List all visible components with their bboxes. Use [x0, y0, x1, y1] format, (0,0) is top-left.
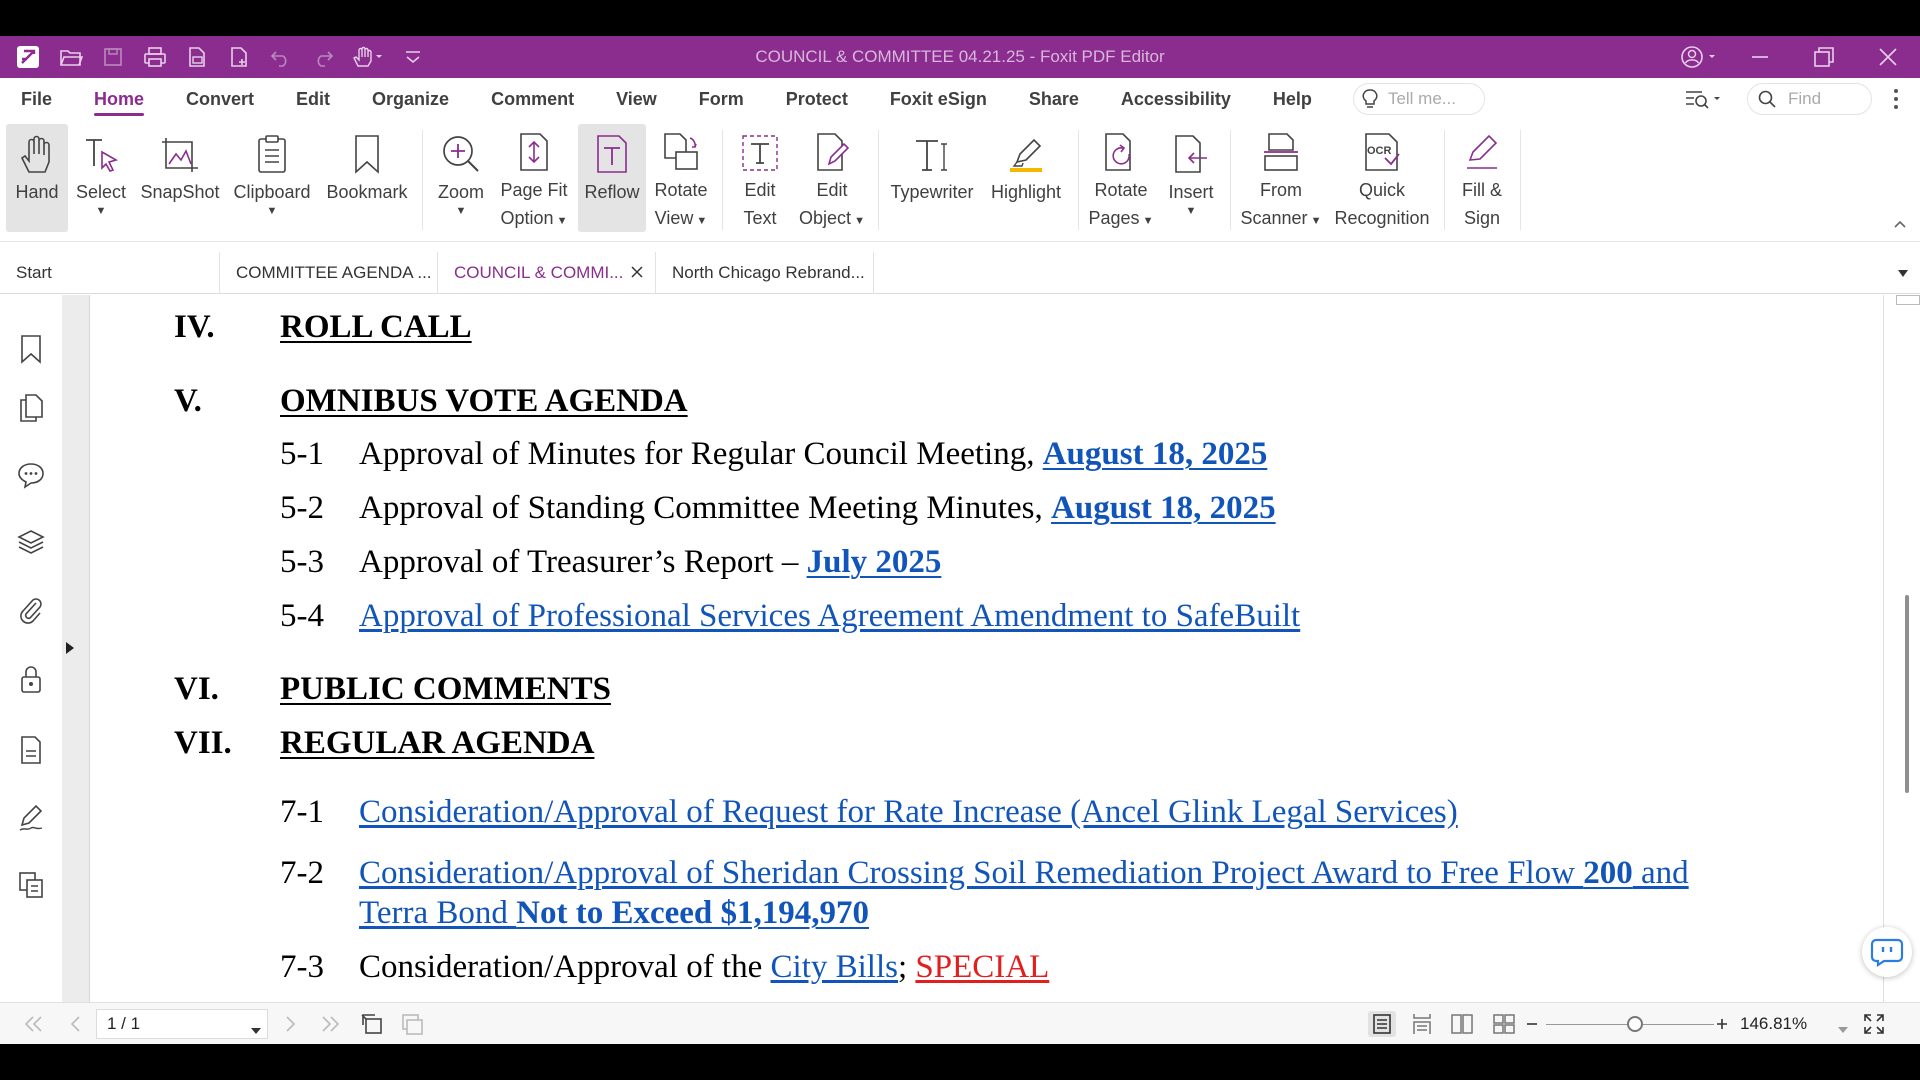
ribbon-separator — [1520, 130, 1521, 230]
insert-button[interactable]: Insert ▼ — [1160, 124, 1222, 232]
tab-council-committee[interactable]: COUNCIL & COMMI... — [440, 252, 656, 294]
typewriter-button[interactable]: Typewriter — [886, 124, 978, 232]
rotate-pages-button[interactable]: Rotate Pages ▼ — [1086, 124, 1156, 232]
content-panel-icon[interactable] — [13, 732, 49, 768]
highlight-button[interactable]: Highlight — [984, 124, 1068, 232]
menu-convert[interactable]: Convert — [186, 88, 255, 109]
window-title: COUNCIL & COMMITTEE 04.21.25 - Foxit PDF Editor — [755, 47, 1165, 66]
zoom-level-input[interactable]: 146.81% — [1736, 1009, 1848, 1039]
screen-top-border — [0, 0, 1920, 36]
sheridan-crossing-link-amount[interactable]: 200 — [1583, 855, 1633, 891]
zoom-in-icon[interactable] — [1710, 1011, 1734, 1037]
tab-start[interactable]: Start — [4, 252, 220, 294]
menu-home[interactable]: Home — [73, 78, 165, 120]
agenda-item-7-3: Consideration/Approval of the City Bills; SPECIAL — [359, 949, 1050, 985]
layers-panel-icon[interactable] — [13, 524, 49, 560]
agenda-item-7-2-line2 — [359, 895, 869, 932]
svg-text:OCR: OCR — [1367, 145, 1392, 157]
next-view-icon[interactable] — [400, 1013, 424, 1035]
edit-text-button[interactable]: Edit Text — [730, 124, 790, 232]
menu-edit[interactable]: Edit — [296, 88, 331, 109]
create-pdf-icon[interactable] — [176, 36, 218, 78]
scrollbar-top-box[interactable] — [1896, 295, 1920, 305]
tab-committee-agenda[interactable]: COMMITTEE AGENDA ... — [222, 252, 438, 294]
menu-accessibility[interactable]: Accessibility — [1120, 88, 1231, 109]
item-number: 7-1 — [280, 794, 324, 830]
document-view — [90, 295, 1883, 1002]
select-text-icon — [70, 124, 132, 178]
title-bar — [0, 36, 1920, 78]
close-window-icon[interactable] — [1856, 36, 1920, 78]
page-number-input[interactable]: 1 / 1 — [96, 1009, 268, 1039]
edit-object-button[interactable]: Edit Object ▼ — [794, 124, 870, 232]
section-number: IV. — [174, 309, 215, 345]
scanner-icon — [1238, 124, 1324, 176]
next-page-icon[interactable] — [278, 1013, 302, 1035]
not-to-exceed-link[interactable]: Not to Exceed $1,194,970 — [516, 895, 870, 931]
section-title-public-comments: PUBLIC COMMENTS — [280, 671, 611, 707]
ribbon-toolbar — [0, 120, 1920, 242]
navigation-sidebar — [0, 295, 62, 1002]
ribbon-separator — [878, 130, 879, 230]
page-dropdown-icon[interactable] — [251, 1020, 261, 1028]
print-icon[interactable] — [134, 36, 176, 78]
section-title-omnibus: OMNIBUS VOTE AGENDA — [280, 383, 688, 419]
bookmark-icon — [320, 124, 414, 178]
rotate-view-dropdown-caret[interactable]: ▼ — [693, 215, 708, 227]
special-link[interactable]: SPECIAL — [915, 949, 1050, 985]
bookmarks-panel-icon[interactable] — [13, 331, 49, 367]
from-scanner-button[interactable]: From Scanner ▼ — [1238, 124, 1324, 232]
select-tool-button[interactable]: Select ▼ — [70, 124, 132, 232]
previous-page-icon[interactable] — [64, 1013, 88, 1035]
agenda-item-5-1: Approval of Minutes for Regular Council Meeting, August 18, 2025 — [359, 436, 1268, 472]
zoom-dropdown-caret[interactable]: ▼ — [455, 205, 467, 217]
zoom-icon — [430, 124, 492, 178]
clipboard-dropdown-caret[interactable]: ▼ — [266, 205, 278, 217]
zoom-button[interactable]: Zoom ▼ — [430, 124, 492, 232]
fill-sign-button[interactable]: Fill & Sign — [1452, 124, 1512, 232]
terra-bond-link[interactable]: Terra Bond — [359, 895, 517, 931]
previous-view-icon[interactable] — [360, 1013, 384, 1035]
item-number: 5-3 — [280, 544, 324, 580]
lightbulb-icon — [1362, 89, 1378, 109]
ribbon-separator — [1230, 130, 1231, 230]
compare-panel-icon[interactable] — [13, 867, 49, 903]
committee-minutes-link[interactable]: August 18, 2025 — [1051, 490, 1276, 526]
agenda-item-7-2 — [359, 855, 1689, 892]
ocr-icon — [1330, 124, 1434, 176]
treasurer-report-link[interactable]: July 2025 — [806, 544, 942, 580]
menu-protect[interactable]: Protect — [785, 88, 848, 109]
find-input[interactable] — [1747, 83, 1872, 115]
minimize-icon[interactable] — [1728, 36, 1792, 78]
tab-north-chicago-rebrand[interactable]: North Chicago Rebrand... — [658, 252, 874, 294]
quick-recognition-button[interactable]: OCR Quick Recognition — [1330, 124, 1434, 232]
section-number: VII. — [174, 725, 232, 761]
menu-organize[interactable]: Organize — [372, 88, 450, 109]
sheridan-crossing-link-cont[interactable]: and — [1632, 855, 1689, 891]
tell-me-input[interactable] — [1353, 83, 1485, 115]
comments-panel-icon[interactable] — [13, 457, 49, 493]
edit-text-icon — [730, 124, 790, 176]
hand-tool-dropdown-icon[interactable] — [344, 36, 392, 78]
close-tab-icon[interactable] — [629, 264, 645, 280]
item-number: 7-3 — [280, 949, 324, 985]
fill-sign-icon — [1452, 124, 1512, 176]
expand-sidebar-icon[interactable] — [64, 640, 76, 656]
select-dropdown-caret[interactable]: ▼ — [95, 205, 107, 217]
sidebar-gutter — [62, 295, 90, 1002]
edit-object-dropdown-caret[interactable]: ▼ — [851, 215, 865, 227]
minutes-link[interactable]: August 18, 2025 — [1042, 436, 1268, 472]
item-number: 7-2 — [280, 855, 324, 891]
city-bills-link[interactable]: City Bills — [770, 949, 898, 985]
rotate-view-button[interactable]: Rotate View ▼ — [648, 124, 714, 232]
menu-bar — [0, 78, 1920, 120]
tab-list-dropdown-icon[interactable] — [1896, 266, 1910, 280]
rotate-pages-dropdown-caret[interactable]: ▼ — [1139, 215, 1154, 227]
window-controls — [1672, 36, 1920, 78]
zoom-slider-thumb[interactable] — [1627, 1016, 1643, 1032]
insert-dropdown-caret[interactable]: ▼ — [1185, 205, 1197, 217]
menu-file[interactable]: File — [21, 88, 53, 109]
sheridan-crossing-link[interactable]: Consideration/Approval of Sheridan Crossing Soil Remediation Project Award to Free Flow — [359, 855, 1584, 891]
agenda-item-5-4 — [359, 598, 1300, 635]
section-number: V. — [174, 383, 202, 419]
safebuilt-agreement-link[interactable]: Approval of Professional Services Agreement Amendment to SafeBuilt — [359, 598, 1301, 634]
tell-me-placeholder: Tell me... — [1387, 89, 1456, 108]
open-folder-icon[interactable] — [50, 36, 92, 78]
menu-help[interactable]: Help — [1272, 88, 1312, 109]
agenda-item-5-3: Approval of Treasurer’s Report – July 2025 — [359, 544, 942, 580]
full-screen-icon[interactable] — [1860, 1011, 1888, 1037]
item-number: 5-2 — [280, 490, 324, 526]
item-number: 5-1 — [280, 436, 324, 472]
rotate-pages-icon — [1086, 124, 1156, 176]
status-bar — [0, 1002, 1920, 1044]
account-icon[interactable] — [1672, 36, 1728, 78]
snapshot-icon — [138, 124, 222, 178]
hand-tool-button[interactable]: Hand — [6, 124, 68, 232]
typewriter-icon — [886, 124, 978, 178]
zoom-out-icon[interactable] — [1520, 1011, 1544, 1037]
continuous-facing-view-icon[interactable] — [1490, 1011, 1518, 1037]
bookmark-button[interactable]: Bookmark — [320, 124, 414, 232]
save-icon[interactable] — [92, 36, 134, 78]
highlight-icon — [984, 124, 1068, 178]
ribbon-separator — [1078, 130, 1079, 230]
search-options-icon[interactable] — [1684, 86, 1730, 112]
clipboard-button[interactable]: Clipboard ▼ — [228, 124, 316, 232]
page-fit-dropdown-caret[interactable]: ▼ — [553, 215, 568, 227]
customize-toolbar-icon[interactable] — [392, 36, 434, 78]
collapse-ribbon-icon[interactable] — [1892, 216, 1908, 232]
pages-panel-icon[interactable] — [13, 390, 49, 426]
section-number: VI. — [174, 671, 219, 707]
rotate-view-icon — [648, 124, 714, 176]
first-page-icon[interactable] — [22, 1013, 46, 1035]
facing-view-icon[interactable] — [1448, 1011, 1476, 1037]
menu-view[interactable]: View — [616, 88, 657, 109]
menu-comment[interactable]: Comment — [491, 88, 575, 109]
menu-form[interactable]: Form — [698, 88, 744, 109]
document-tab-bar — [0, 252, 1920, 294]
redo-icon[interactable] — [302, 36, 344, 78]
snapshot-button[interactable]: SnapShot — [138, 124, 222, 232]
hand-icon — [6, 124, 68, 178]
insert-page-icon — [1160, 124, 1222, 178]
last-page-icon[interactable] — [318, 1013, 342, 1035]
agenda-item-5-2: Approval of Standing Committee Meeting Minutes, August 18, 2025 — [359, 490, 1276, 526]
from-scanner-dropdown-caret[interactable]: ▼ — [1307, 215, 1322, 227]
ribbon-separator — [422, 130, 423, 230]
ribbon-separator — [1444, 130, 1445, 230]
more-options-icon[interactable] — [1886, 86, 1906, 112]
section-title-regular-agenda: REGULAR AGENDA — [280, 725, 595, 761]
scrollbar-thumb[interactable] — [1905, 595, 1909, 793]
page-fit-icon — [494, 124, 574, 176]
security-panel-icon[interactable] — [13, 661, 49, 697]
menu-foxit-esign[interactable]: Foxit eSign — [889, 88, 987, 109]
section-title-roll-call: ROLL CALL — [280, 309, 472, 345]
ai-assistant-icon[interactable] — [1862, 927, 1912, 977]
zoom-dropdown-icon[interactable] — [1838, 1019, 1848, 1027]
new-document-icon[interactable] — [218, 36, 260, 78]
edit-object-icon — [794, 124, 870, 176]
vertical-scrollbar[interactable] — [1883, 295, 1920, 1002]
ribbon-separator — [722, 130, 723, 230]
rate-increase-link[interactable]: Consideration/Approval of Request for Rate Increase (Ancel Glink Legal Services) — [359, 794, 1458, 830]
continuous-view-icon[interactable] — [1408, 1011, 1436, 1037]
reflow-button[interactable]: Reflow — [578, 124, 646, 232]
menu-share[interactable]: Share — [1028, 88, 1079, 109]
restore-icon[interactable] — [1792, 36, 1856, 78]
find-placeholder: Find — [1788, 89, 1822, 108]
screen-bottom-border — [0, 1044, 1920, 1080]
page-fit-option-button[interactable]: Page Fit Option ▼ — [494, 124, 574, 232]
item-number: 5-4 — [280, 598, 324, 634]
single-page-view-icon[interactable] — [1368, 1011, 1396, 1037]
clipboard-icon — [228, 124, 316, 178]
undo-icon[interactable] — [260, 36, 302, 78]
attachments-panel-icon[interactable] — [13, 592, 49, 628]
signature-panel-icon[interactable] — [13, 800, 49, 836]
agenda-item-7-1 — [359, 794, 1458, 831]
quick-access-toolbar — [50, 36, 434, 78]
foxit-logo-icon[interactable] — [14, 43, 42, 71]
reflow-icon — [578, 124, 646, 178]
search-icon — [1758, 90, 1776, 108]
